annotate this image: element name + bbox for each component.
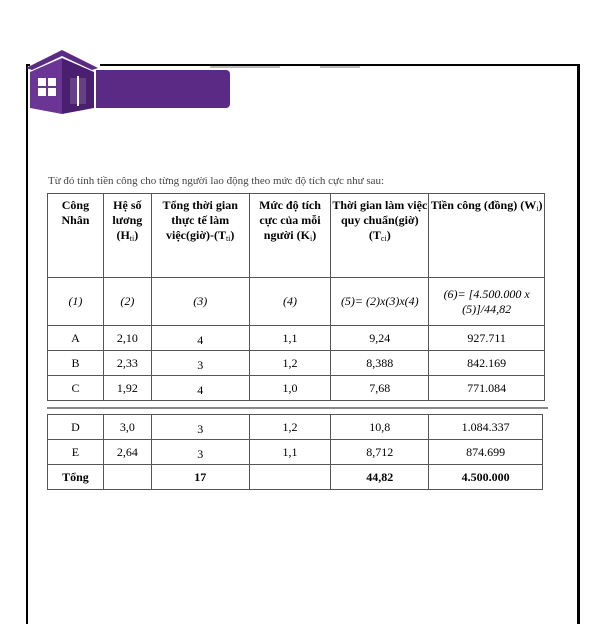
brand-tagline: CHẤT LƯỢNG - UY TÍN - BẢO MẬT bbox=[100, 44, 208, 51]
table-cell: 1,92 bbox=[103, 376, 151, 401]
table-cell: 3 bbox=[151, 440, 249, 465]
header-row bbox=[48, 194, 545, 278]
total-row bbox=[48, 465, 543, 490]
table-cell: 927.711 bbox=[429, 326, 545, 351]
table-cell: 8,712 bbox=[331, 440, 429, 465]
table-cell: 2,64 bbox=[103, 440, 151, 465]
table-cell: 4 bbox=[151, 326, 249, 351]
table-cell: 842.169 bbox=[429, 351, 545, 376]
table-cell: 1,1 bbox=[249, 326, 331, 351]
table-cell: 1.084.337 bbox=[429, 415, 543, 440]
table-cell: 3,0 bbox=[103, 415, 151, 440]
table-cell: E bbox=[48, 440, 104, 465]
table-cell: (1) bbox=[48, 278, 104, 326]
table-cell: 2,33 bbox=[103, 351, 151, 376]
cutoff-sentence: Từ đó tính tiền công cho từng người lao động theo mức độ tích cực như sau: bbox=[48, 175, 385, 187]
table-cell: (2) bbox=[103, 278, 151, 326]
header-cell: Mức độ tích cực của mỗi người $(K_i)$ bbox=[249, 194, 331, 278]
table-cell: B bbox=[48, 351, 104, 376]
brand-name: Vietbaocaothue24h bbox=[104, 27, 214, 41]
table-cell: 2,10 bbox=[103, 326, 151, 351]
wage-table-top bbox=[47, 193, 545, 401]
table-cell: C bbox=[48, 376, 104, 401]
table-cell bbox=[103, 465, 151, 490]
table-cell: 10,8 bbox=[331, 415, 429, 440]
table-cell: 8,388 bbox=[331, 351, 429, 376]
table-cell: (4) bbox=[249, 278, 331, 326]
table-cell: 771.084 bbox=[429, 376, 545, 401]
table-row bbox=[48, 440, 543, 465]
table-cell: 1,0 bbox=[249, 376, 331, 401]
table-row bbox=[48, 326, 545, 351]
table-cell: (5)= (2)x(3)x(4) bbox=[331, 278, 429, 326]
house-book-icon bbox=[22, 48, 102, 118]
table-cell: 3 bbox=[151, 351, 249, 376]
table-cell: 44,82 bbox=[331, 465, 429, 490]
index-row bbox=[48, 278, 545, 326]
table-cell: 1,2 bbox=[249, 415, 331, 440]
table-cell: 3 bbox=[151, 415, 249, 440]
page-break-line bbox=[47, 407, 548, 409]
table-cell: 874.699 bbox=[429, 440, 543, 465]
table-cell: 17 bbox=[151, 465, 249, 490]
table-cell: A bbox=[48, 326, 104, 351]
logo-banner bbox=[96, 70, 230, 108]
table-cell: D bbox=[48, 415, 104, 440]
table-cell: 1,2 bbox=[249, 351, 331, 376]
table-cell: 4.500.000 bbox=[429, 465, 543, 490]
scan-smudge bbox=[210, 66, 280, 68]
header-cell: Công Nhân bbox=[48, 194, 104, 278]
scan-smudge bbox=[320, 66, 360, 68]
table-row bbox=[48, 376, 545, 401]
table-cell: 1,1 bbox=[249, 440, 331, 465]
header-cell: Tổng thời gian thực tế làm $việc(giờ)-(T_{ti})$ bbox=[151, 194, 249, 278]
table-cell: (6)= [4.500.000 x (5)]/44,82 bbox=[429, 278, 545, 326]
table-cell: (3) bbox=[151, 278, 249, 326]
table-row bbox=[48, 415, 543, 440]
table-cell bbox=[249, 465, 331, 490]
header-cell: Thời gian làm việc quy chuẩn(giờ) $(T_{ci})$ bbox=[331, 194, 429, 278]
table-row bbox=[48, 351, 545, 376]
header-cell: Tiền công (đồng) $(W_i)$ bbox=[429, 194, 545, 278]
table-cell: 4 bbox=[151, 376, 249, 401]
wage-table-bottom bbox=[47, 414, 543, 490]
table-cell: 7,68 bbox=[331, 376, 429, 401]
brand-logo bbox=[22, 48, 212, 118]
table-cell: Tổng bbox=[48, 465, 104, 490]
table-cell: 9,24 bbox=[331, 326, 429, 351]
header-cell: Hệ số lương $(H_{ti})$ bbox=[103, 194, 151, 278]
